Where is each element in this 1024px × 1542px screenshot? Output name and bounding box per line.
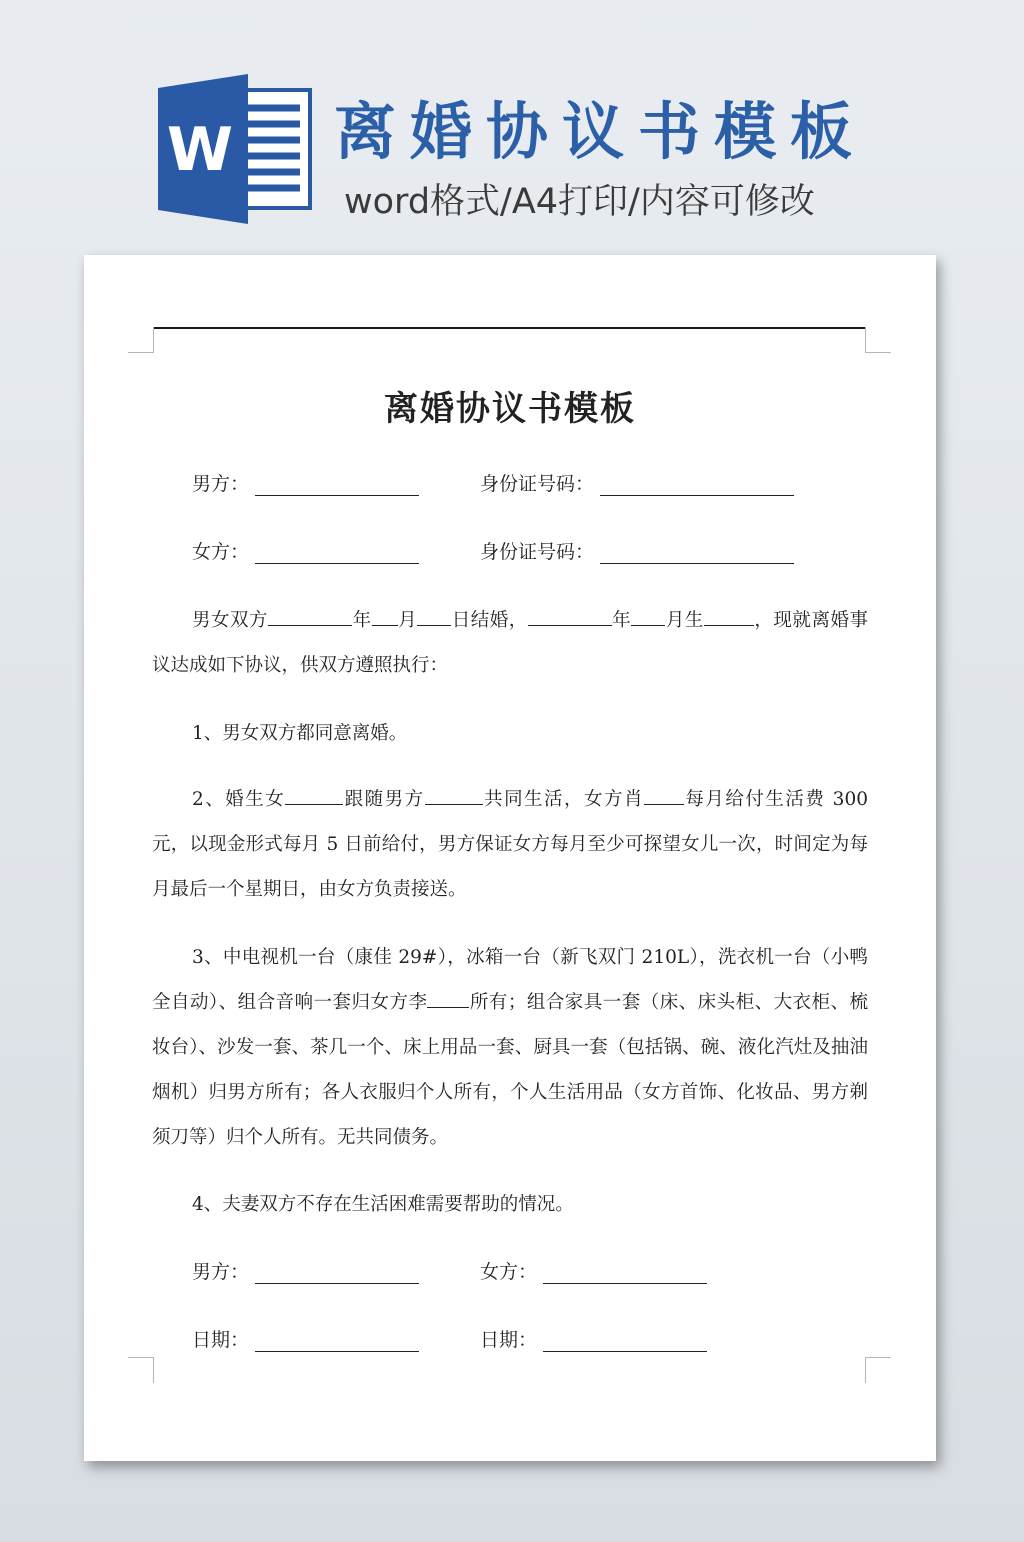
header-rule xyxy=(154,327,866,329)
header-title: 离婚协议书模板 xyxy=(334,95,867,168)
corner-mark-top-right xyxy=(865,327,891,353)
wife-id-blank[interactable] xyxy=(600,540,794,564)
clause-1: 1、男女双方都同意离婚。 xyxy=(192,723,408,744)
birth-month-blank[interactable] xyxy=(631,606,665,626)
wife-date-label: 日期： xyxy=(480,1329,538,1351)
corner-mark-bottom-left xyxy=(128,1357,154,1383)
word-logo-icon xyxy=(158,74,312,224)
wife-label: 女方： xyxy=(192,541,250,563)
marriage-year-blank[interactable] xyxy=(268,606,352,626)
husband-date-blank[interactable] xyxy=(255,1328,419,1352)
document-title: 离婚协议书模板 xyxy=(384,389,636,429)
husband-id-blank[interactable] xyxy=(600,472,794,496)
document-page xyxy=(84,255,936,1461)
birth-year-blank[interactable] xyxy=(528,606,612,626)
header-subtitle: word格式/A4打印/内容可修改 xyxy=(344,182,815,222)
daughter-name-blank[interactable] xyxy=(285,785,343,805)
svg-text:W: W xyxy=(166,115,234,185)
child-blank[interactable] xyxy=(704,606,754,626)
marriage-month-blank[interactable] xyxy=(372,606,398,626)
clause-3: 3、中电视机一台（康佳 29#），冰箱一台（新飞双门 210L），洗衣机一台（小鸭全自动）、组合音响一套归女方李 所有；组合家具一套（床、床头柜、大衣柜、梳妆台）、沙发一套、茶几一个、床上用品一套、厨具一套（包括锅、碗、液化汽灶及抽油烟机）归男方所有；各人衣服归个人所有，个人生活用品（女方首饰、化妆品、男方剃须刀等）归个人所有。无共同债务。 xyxy=(152,947,868,1148)
husband-label: 男方： xyxy=(192,473,250,495)
wife-signature-blank[interactable] xyxy=(543,1260,707,1284)
mother-name-blank[interactable] xyxy=(644,785,684,805)
husband-name-blank[interactable] xyxy=(255,472,419,496)
husband-id-label: 身份证号码： xyxy=(480,473,595,495)
corner-mark-top-left xyxy=(128,327,154,353)
marriage-day-blank[interactable] xyxy=(417,606,451,626)
husband-signature-blank[interactable] xyxy=(255,1260,419,1284)
wife-date-blank[interactable] xyxy=(543,1328,707,1352)
clause-2: 2、婚生女 跟随男方 共同生活，女方肖 每月给付生活费 300 元，以现金形式每月 5 日前给付，男方保证女方每月至少可探望女儿一次，时间定为每月最后一个星期日，由女方负责接送。 xyxy=(152,777,868,912)
corner-mark-bottom-right xyxy=(865,1357,891,1383)
wife-signature-label: 女方： xyxy=(480,1261,538,1283)
clause-4: 4、夫妻双方不存在生活困难需要帮助的情况。 xyxy=(192,1194,574,1215)
wife-surname-blank[interactable] xyxy=(427,988,469,1008)
husband-date-label: 日期： xyxy=(192,1329,250,1351)
intro-paragraph: 男女双方 年 月 日结婚， 年 月生 ，现就离婚事议达成如下协议，供双方遵照执行： xyxy=(152,598,868,688)
wife-name-blank[interactable] xyxy=(255,540,419,564)
husband-signature-label: 男方： xyxy=(192,1261,250,1283)
father-name-blank[interactable] xyxy=(425,785,483,805)
wife-id-label: 身份证号码： xyxy=(480,541,595,563)
